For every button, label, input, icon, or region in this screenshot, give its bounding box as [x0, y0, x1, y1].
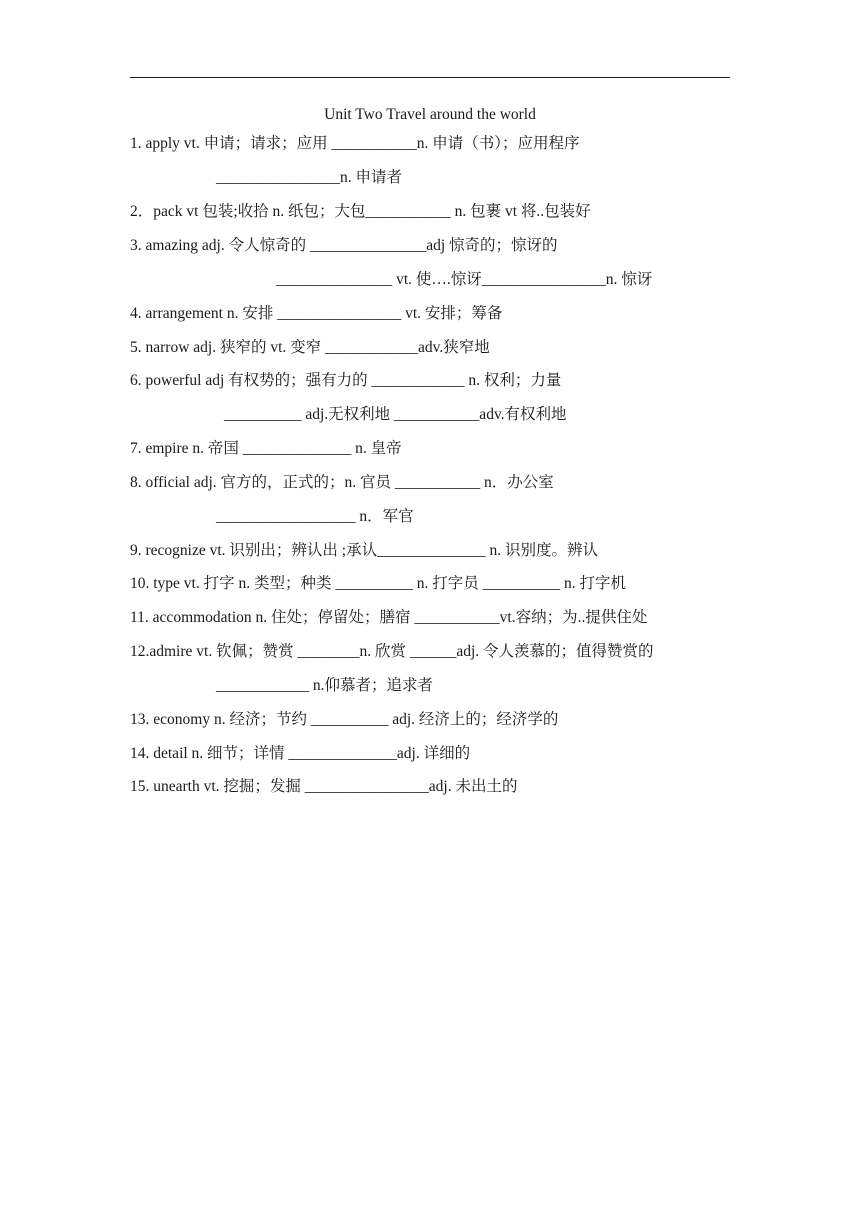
vocab-line-11: 11. accommodation n. 住处；停留处；膳宿 ___________vt.容纳；为..提供住处	[130, 609, 648, 626]
vocab-line-9: 9. recognize vt. 识别出；辨认出 ;承认______________ n. 识别度。辨认	[130, 542, 598, 559]
vocab-line-6: 6. powerful adj 有权势的；强有力的 ____________ n. 权利；力量	[130, 372, 562, 389]
vocab-line-10: 10. type vt. 打字 n. 类型；种类 __________ n. 打字员 __________ n. 打字机	[130, 575, 626, 592]
vocab-line-3: 3. amazing adj. 令人惊奇的 _______________adj 惊奇的；惊讶的	[130, 237, 558, 254]
vocab-line-4: 4. arrangement n. 安排 ________________ vt. 安排；筹备	[130, 305, 503, 322]
vocab-line-2: 2．pack vt 包装;收拾 n. 纸包；大包___________ n. 包裹 vt 将..包装好	[130, 203, 591, 220]
vocab-line-8-continuation: __________________ n．军官	[216, 508, 414, 525]
vocab-line-14: 14. detail n. 细节；详情 ______________adj. 详细的	[130, 745, 471, 762]
vocab-line-12: 12.admire vt. 钦佩；赞赏 ________n. 欣赏 ______adj. 令人羡慕的；值得赞赏的	[130, 643, 654, 660]
vocab-line-7: 7. empire n. 帝国 ______________ n. 皇帝	[130, 440, 402, 457]
vocab-line-1: 1. apply vt. 申请；请求；应用 ___________n. 申请（书）；应用程序	[130, 135, 580, 152]
vocab-line-13: 13. economy n. 经济；节约 __________ adj. 经济上的；经济学的	[130, 711, 559, 728]
vocab-line-8: 8. official adj. 官方的，正式的；n. 官员 ___________ n．办公室	[130, 474, 554, 491]
vocab-line-5: 5. narrow adj. 狭窄的 vt. 变窄 ____________adv.狭窄地	[130, 339, 490, 356]
vocab-line-15: 15. unearth vt. 挖掘；发掘 ________________adj. 未出土的	[130, 778, 518, 795]
vocab-line-1-continuation: ________________n. 申请者	[216, 169, 403, 186]
vocab-line-3-continuation: _______________ vt. 使….惊讶________________n. 惊讶	[276, 271, 653, 288]
page-title: Unit Two Travel around the world	[324, 106, 536, 123]
header-rule	[130, 77, 730, 78]
vocab-line-6-continuation: __________ adj.无权利地 ___________adv.有权利地	[224, 406, 567, 423]
vocab-line-12-continuation: ____________ n.仰慕者；追求者	[216, 677, 434, 694]
